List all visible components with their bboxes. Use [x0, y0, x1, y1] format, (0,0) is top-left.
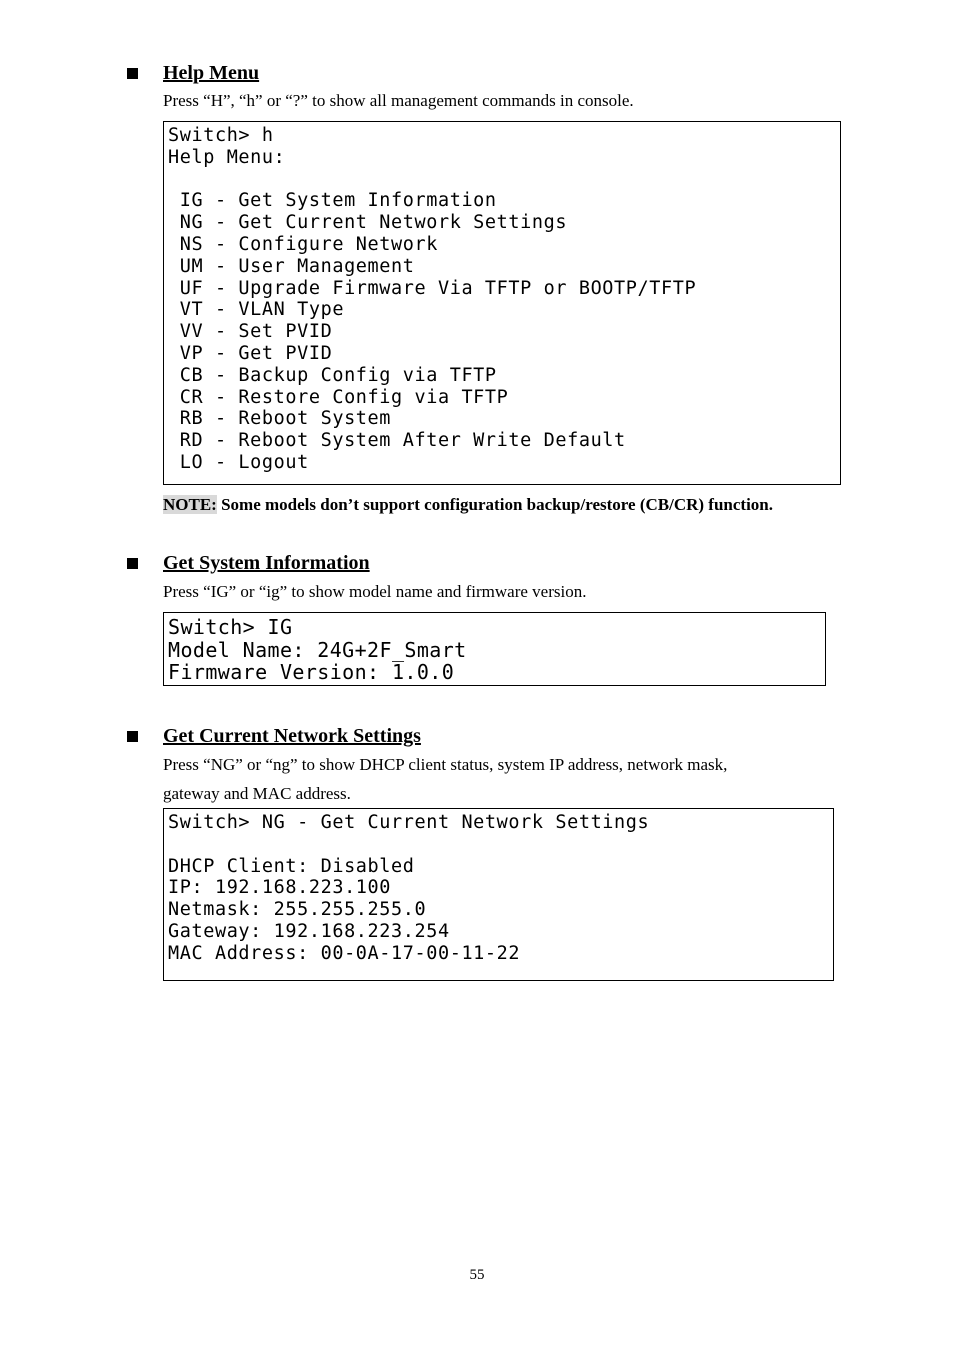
note [163, 494, 773, 516]
console-line: Switch> IG [168, 615, 293, 639]
system-info-description: Press “IG” or “ig” to show model name and firmware version. [163, 582, 587, 601]
console-line: MAC Address: 00-0A-17-00-11-22 [168, 942, 521, 964]
console-line: VP - Get PVID [168, 342, 333, 364]
note-text: Some models don’t support configuration backup/restore (CB/CR) function. [216, 495, 773, 514]
bullet-square-icon [127, 68, 138, 79]
section-heading-help-menu: Help Menu [163, 62, 260, 84]
console-help-menu [163, 121, 841, 485]
console-network-settings [163, 808, 834, 981]
console-line: NG - Get Current Network Settings [168, 212, 568, 234]
console-line: Firmware Version: 1.0.0 [168, 660, 455, 684]
help-menu-description: Press “H”, “h” or “?” to show all management commands in console. [163, 91, 634, 110]
bullet-square-icon [127, 731, 138, 742]
console-line: Gateway: 192.168.223.254 [168, 920, 450, 942]
console-line: Switch> NG - Get Current Network Settings [168, 812, 650, 833]
console-line: IG - Get System Information [168, 190, 497, 212]
console-line: Help Menu: [168, 146, 286, 168]
console-line: LO - Logout [168, 451, 309, 473]
console-line [168, 169, 840, 191]
console-line: Model Name: 24G+2F_Smart [168, 637, 467, 662]
console-line: VV - Set PVID [168, 321, 333, 343]
network-settings-description-line1: Press “NG” or “ng” to show DHCP client status, system IP address, network mask, [163, 755, 728, 774]
network-settings-description-line2: gateway and MAC address. [163, 784, 351, 803]
console-line: VT - VLAN Type [168, 299, 345, 321]
console-line: Switch> h [168, 125, 274, 146]
bullet-square-icon [127, 558, 138, 569]
section-heading-system-info: Get System Information [163, 552, 370, 574]
page-number: 55 [469, 1267, 485, 1283]
console-line: NS - Configure Network [168, 233, 438, 255]
console-line: RB - Reboot System [168, 408, 392, 430]
console-line: RD - Reboot System After Write Default [168, 430, 626, 452]
console-line: Netmask: 255.255.255.0 [168, 899, 427, 921]
section-heading-network-settings: Get Current Network Settings [163, 725, 421, 747]
console-line: DHCP Client: Disabled [168, 855, 415, 877]
console-line: CB - Backup Config via TFTP [168, 364, 497, 386]
note-label: NOTE: [163, 495, 217, 514]
console-line: IP: 192.168.223.100 [168, 877, 392, 899]
console-line: UM - User Management [168, 255, 415, 277]
console-line: CR - Restore Config via TFTP [168, 386, 509, 408]
console-system-info [163, 612, 826, 686]
console-line: UF - Upgrade Firmware Via TFTP or BOOTP/TFTP [168, 277, 697, 299]
console-line [168, 834, 833, 856]
